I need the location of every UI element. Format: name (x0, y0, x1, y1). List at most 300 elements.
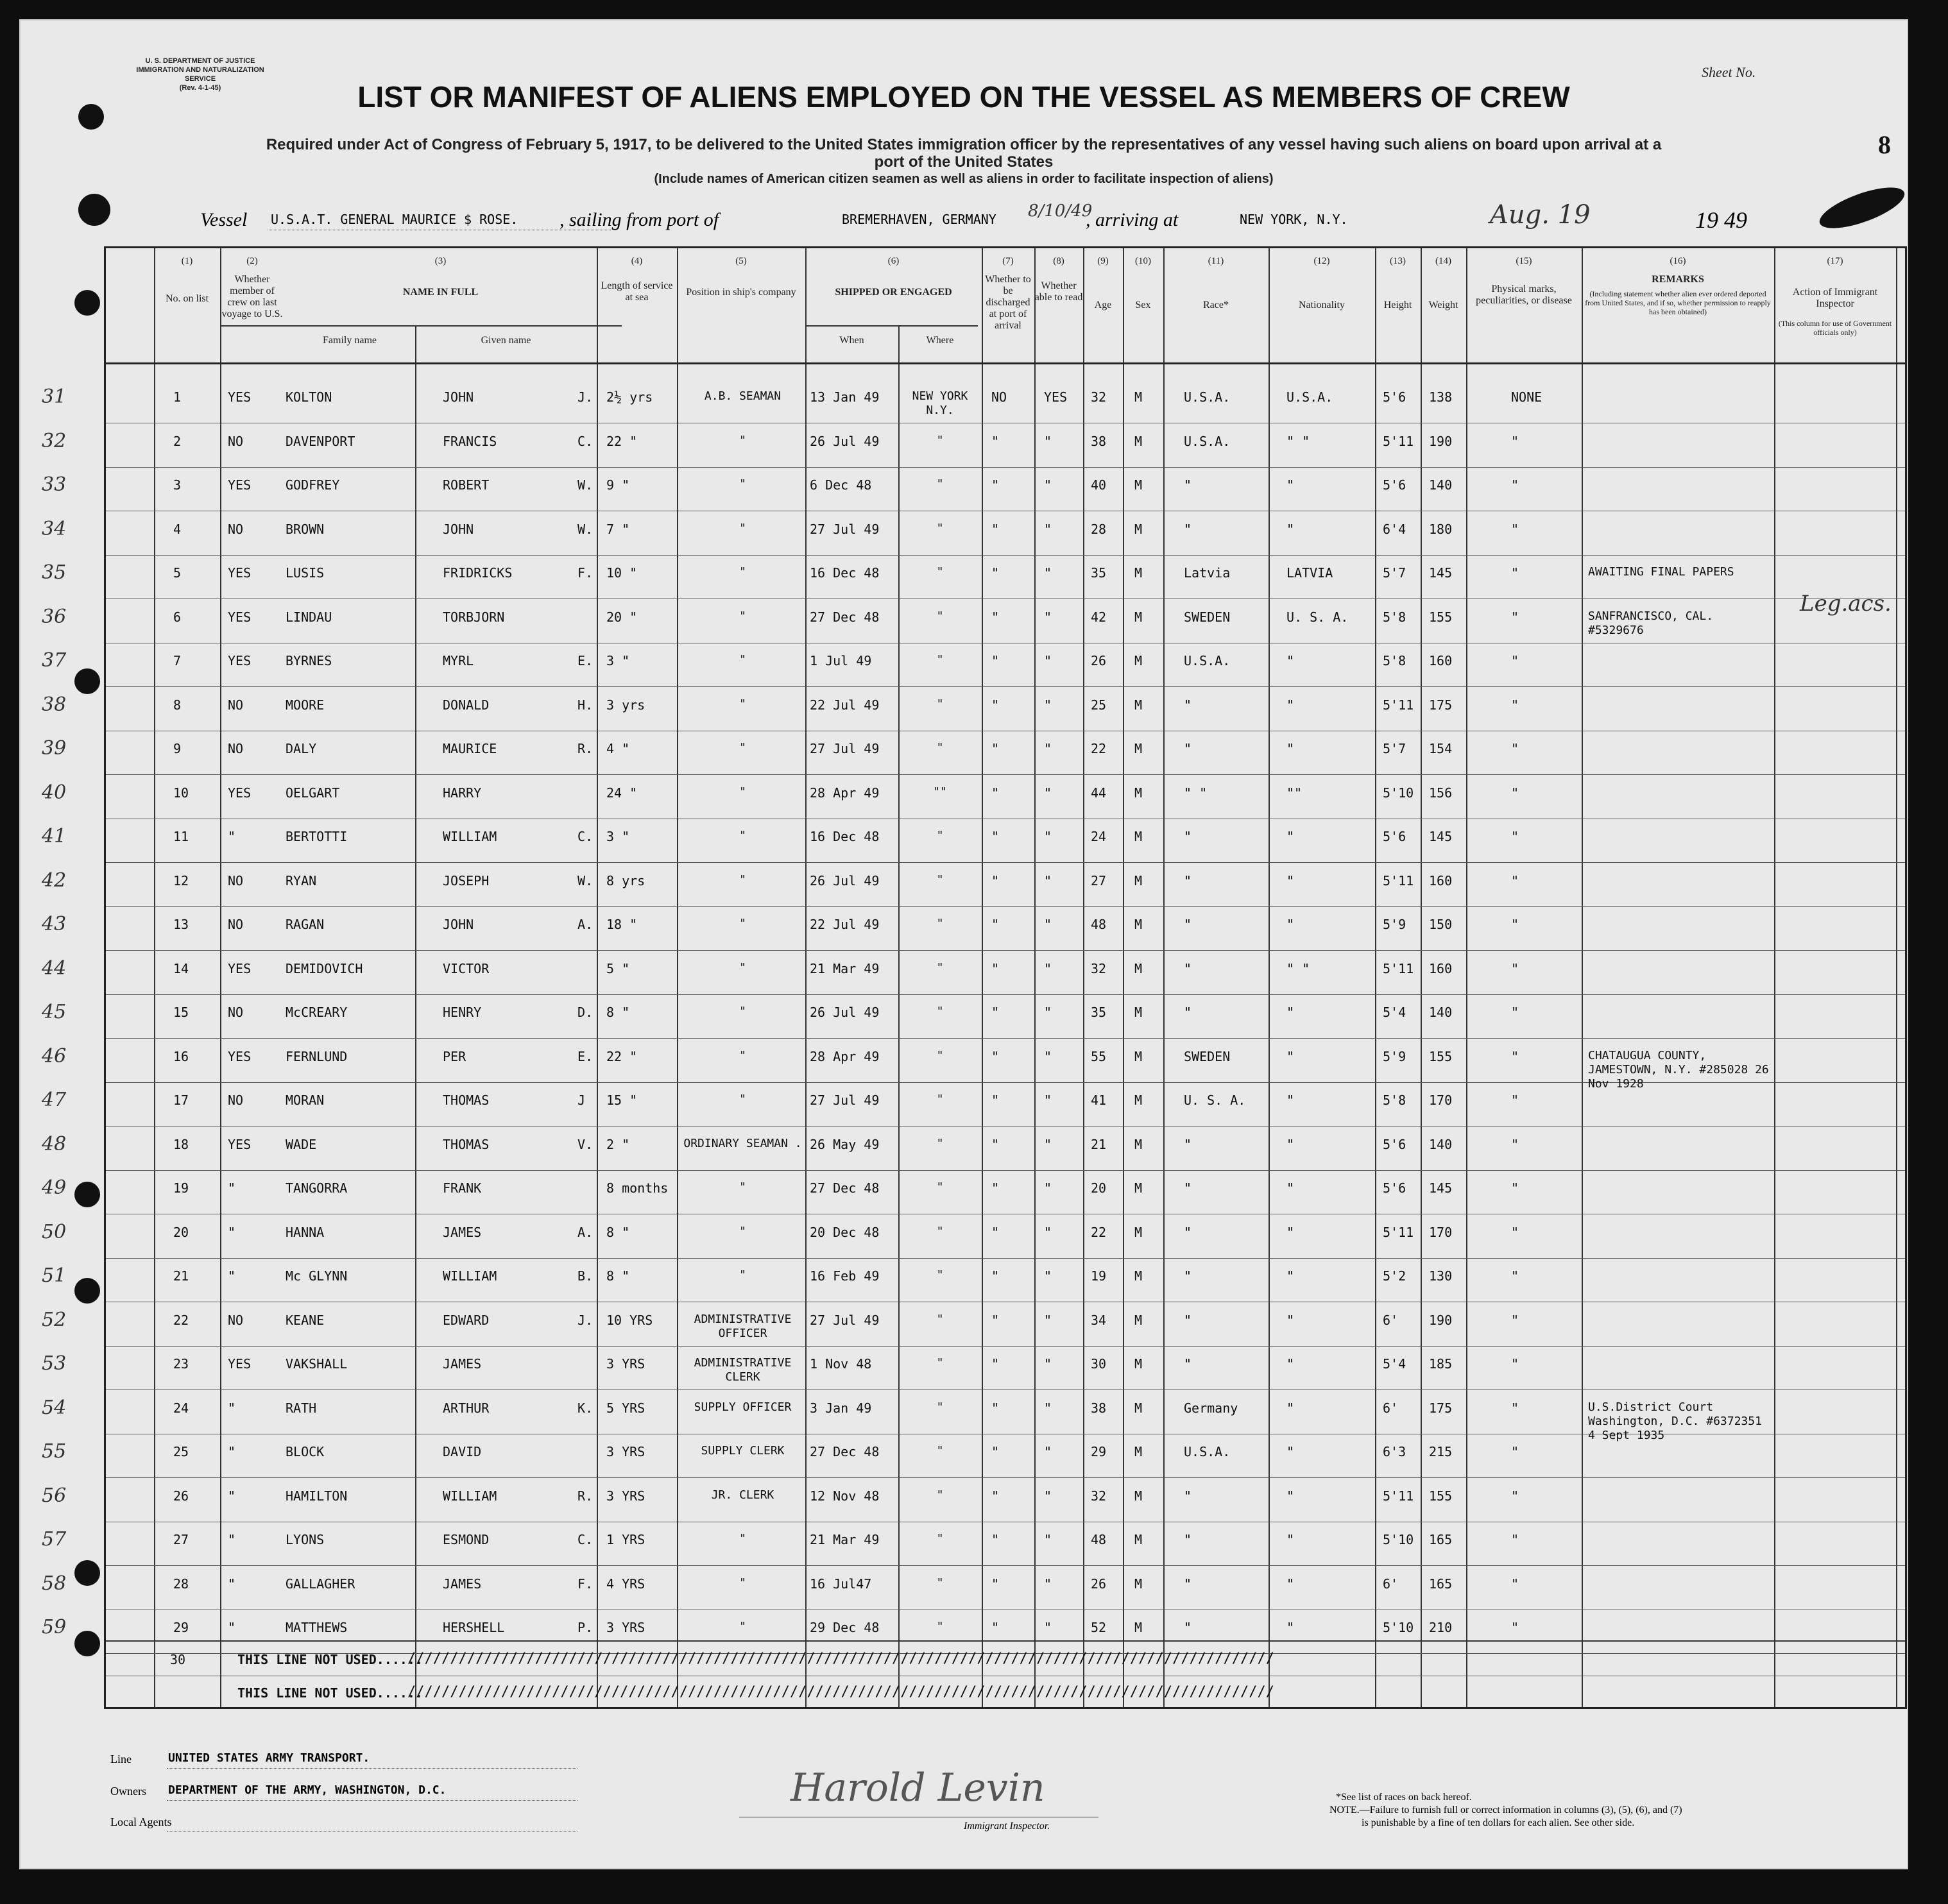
crew-row-number: 12 (173, 872, 189, 888)
row-rule (106, 555, 1905, 556)
crew-shipped-where: " (936, 1532, 944, 1545)
crew-given-name: JOHN (443, 521, 474, 537)
crew-family-name: LYONS (286, 1532, 325, 1547)
crew-sex: M (1134, 521, 1143, 537)
crew-initial: J (577, 1092, 586, 1108)
crew-last-voyage: YES (228, 1136, 252, 1152)
row-rule (106, 1346, 1905, 1347)
crew-shipped-when: 1 Nov 48 (810, 1356, 872, 1372)
crew-family-name: RATH (286, 1400, 317, 1416)
crew-height: 5'6 (1383, 1180, 1406, 1196)
crew-service-length: 24 " (606, 785, 638, 801)
crew-shipped-when: 26 May 49 (810, 1136, 880, 1152)
crew-nationality: " (1286, 1268, 1295, 1284)
crew-last-voyage: NO (228, 872, 244, 888)
crew-race: " (1184, 521, 1192, 537)
crew-family-name: OELGART (286, 785, 340, 801)
crew-shipped-when: 27 Jul 49 (810, 1092, 880, 1108)
margin-line-number: 44 (42, 956, 67, 980)
crew-shipped-where: " (936, 1136, 944, 1150)
crew-nationality: LATVIA (1286, 565, 1333, 581)
crew-given-name: HENRY (443, 1005, 482, 1020)
margin-line-number: 33 (42, 473, 67, 496)
crew-row-number: 22 (173, 1312, 189, 1328)
crew-race: " (1184, 829, 1192, 844)
crew-position: " (739, 477, 746, 491)
margin-line-number: 55 (42, 1440, 67, 1463)
crew-row-number: 10 (173, 785, 189, 801)
col7-header: Whether to be discharged at port of arrival (985, 274, 1031, 331)
col12-number: (12) (1313, 256, 1330, 266)
crew-discharged: NO (991, 389, 1007, 405)
crew-age: 35 (1091, 1005, 1107, 1020)
crew-shipped-where: " (936, 433, 944, 447)
crew-row-number: 20 (173, 1224, 189, 1240)
margin-line-number: 48 (42, 1132, 67, 1155)
crew-race: Latvia (1184, 565, 1231, 581)
crew-able-to-read: " (1044, 1268, 1052, 1284)
crew-discharged: " (991, 1092, 1000, 1108)
margin-line-number: 34 (42, 517, 67, 540)
crew-sex: M (1134, 609, 1143, 625)
row-rule (106, 774, 1905, 775)
crew-discharged: " (991, 1532, 1000, 1547)
crew-age: 20 (1091, 1180, 1107, 1196)
crew-weight: 154 (1429, 741, 1453, 756)
col14-header: Weight (1428, 300, 1458, 310)
crew-weight: 140 (1429, 1136, 1453, 1152)
crew-shipped-where: " (936, 1312, 944, 1326)
crew-initial: J. (577, 389, 594, 405)
crew-discharged: " (991, 609, 1000, 625)
crew-shipped-where: " (936, 1268, 944, 1282)
crew-discharged: " (991, 477, 1000, 493)
crew-able-to-read: " (1044, 1400, 1052, 1416)
crew-able-to-read: " (1044, 741, 1052, 756)
crew-height: 5'11 (1383, 697, 1414, 713)
crew-family-name: LINDAU (286, 609, 332, 625)
crew-family-name: McCREARY (286, 1005, 348, 1020)
crew-discharged: " (991, 1180, 1000, 1196)
crew-position: SUPPLY OFFICER (694, 1400, 792, 1414)
crew-weight: 138 (1429, 389, 1453, 405)
col15-number: (15) (1516, 256, 1532, 266)
crew-service-length: 20 " (606, 609, 638, 625)
arriving-label: , arriving at (1086, 209, 1179, 230)
crew-weight: 130 (1429, 1268, 1453, 1284)
margin-line-number: 53 (42, 1352, 67, 1375)
crew-weight: 160 (1429, 653, 1453, 668)
crew-initial: C. (577, 829, 594, 844)
col15-header: Physical marks, peculiarities, or disease (1476, 284, 1572, 306)
crew-row-number: 6 (173, 609, 182, 625)
punch-hole (74, 290, 100, 316)
crew-sex: M (1134, 1576, 1143, 1592)
margin-line-number: 40 (42, 781, 67, 804)
crew-sex: M (1134, 1620, 1143, 1635)
crew-position: " (739, 433, 746, 447)
crew-physical-marks: NONE (1511, 389, 1542, 405)
crew-sex: M (1134, 872, 1143, 888)
crew-race: " (1184, 917, 1192, 932)
crew-last-voyage: YES (228, 389, 252, 405)
crew-manifest-table (42, 246, 1907, 1709)
crew-height: 5'11 (1383, 433, 1414, 449)
crew-able-to-read: " (1044, 1092, 1052, 1108)
crew-able-to-read: " (1044, 1532, 1052, 1547)
crew-remarks: U.S.District Court Washington, D.C. #6372351 4 Sept 1935 (1588, 1400, 1762, 1442)
crew-sex: M (1134, 1356, 1143, 1372)
crew-discharged: " (991, 741, 1000, 756)
crew-age: 32 (1091, 1488, 1107, 1504)
crew-shipped-when: 27 Jul 49 (810, 741, 880, 756)
arrival-year: 19 49 (1695, 207, 1747, 233)
inspector-label: Immigrant Inspector. (964, 1821, 1050, 1832)
crew-nationality: " (1286, 917, 1295, 932)
crew-nationality: " (1286, 741, 1295, 756)
row-rule (106, 686, 1905, 687)
crew-given-name: DONALD (443, 697, 490, 713)
crew-height: 6' (1383, 1576, 1399, 1592)
crew-shipped-where: " (936, 1620, 944, 1633)
crew-height: 5'6 (1383, 1136, 1406, 1152)
crew-shipped-where: NEW YORK N.Y. (912, 389, 968, 417)
crew-age: 30 (1091, 1356, 1107, 1372)
crew-discharged: " (991, 697, 1000, 713)
crew-row-number: 3 (173, 477, 182, 493)
footer-line-label: Line (110, 1753, 132, 1765)
crew-height: 5'8 (1383, 653, 1406, 668)
crew-height: 5'2 (1383, 1268, 1406, 1284)
crew-weight: 165 (1429, 1532, 1453, 1547)
crew-race: U.S.A. (1184, 1444, 1231, 1459)
crew-initial: W. (577, 872, 594, 888)
crew-race: " (1184, 697, 1192, 713)
crew-last-voyage: " (228, 1488, 236, 1504)
crew-initial: A. (577, 1224, 594, 1240)
crew-race: U.S.A. (1184, 389, 1231, 405)
crew-shipped-where: " (936, 1444, 944, 1458)
crew-shipped-where: " (936, 1180, 944, 1194)
page-number: 8 (1878, 130, 1891, 159)
crew-service-length: 4 " (606, 741, 630, 756)
footer-notes (1329, 1791, 1682, 1830)
crew-physical-marks: " (1511, 872, 1519, 888)
crew-weight: 165 (1429, 1576, 1453, 1592)
crew-sex: M (1134, 1312, 1143, 1328)
col6-number: (6) (887, 256, 900, 266)
margin-line-number: 58 (42, 1572, 67, 1595)
crew-able-to-read: " (1044, 1005, 1052, 1020)
col1-header: No. on list (165, 293, 209, 304)
sailing-label: , sailing from port of (560, 209, 719, 230)
crew-given-name: MAURICE (443, 741, 497, 756)
crew-discharged: " (991, 1576, 1000, 1592)
crew-nationality: " (1286, 477, 1295, 493)
crew-row-number: 9 (173, 741, 182, 756)
crew-given-name: ESMOND (443, 1532, 490, 1547)
crew-weight: 215 (1429, 1444, 1453, 1459)
crew-weight: 190 (1429, 433, 1453, 449)
crew-shipped-where: " (936, 477, 944, 491)
crew-last-voyage: NO (228, 433, 244, 449)
crew-race: U.S.A. (1184, 653, 1231, 668)
crew-position: " (739, 960, 746, 974)
arrival-date-handwritten: Aug. 19 (1490, 200, 1591, 230)
crew-age: 41 (1091, 1092, 1107, 1108)
crew-initial: A. (577, 917, 594, 932)
crew-weight: 140 (1429, 1005, 1453, 1020)
crew-discharged: " (991, 785, 1000, 801)
crew-age: 27 (1091, 872, 1107, 888)
margin-line-number: 50 (42, 1220, 67, 1243)
crew-race: " (1184, 960, 1192, 976)
crew-height: 5'11 (1383, 1224, 1414, 1240)
crew-height: 6' (1383, 1312, 1399, 1328)
col6-where-header: Where (926, 335, 954, 346)
crew-able-to-read: " (1044, 960, 1052, 976)
crew-position: ORDINARY SEAMAN . (683, 1136, 802, 1150)
unused-row-number: 30 (170, 1652, 186, 1667)
crew-last-voyage: YES (228, 785, 252, 801)
crew-physical-marks: " (1511, 477, 1519, 493)
crew-position: " (739, 1576, 746, 1590)
crew-shipped-when: 16 Feb 49 (810, 1268, 880, 1284)
crew-service-length: 10 YRS (606, 1312, 653, 1328)
crew-age: 32 (1091, 389, 1107, 405)
crew-physical-marks: " (1511, 960, 1519, 976)
crew-last-voyage: NO (228, 521, 244, 537)
crew-able-to-read: " (1044, 1444, 1052, 1459)
crew-initial: F. (577, 1576, 594, 1592)
crew-sex: M (1134, 917, 1143, 932)
crew-height: 5'8 (1383, 609, 1406, 625)
crew-shipped-where: " (936, 697, 944, 711)
crew-service-length: 18 " (606, 917, 638, 932)
crew-remarks: SANFRANCISCO, CAL. #5329676 (1588, 609, 1714, 637)
crew-row-number: 7 (173, 653, 182, 668)
crew-shipped-when: 6 Dec 48 (810, 477, 872, 493)
crew-rows (42, 248, 1905, 1707)
footer-owners-value: DEPARTMENT OF THE ARMY, WASHINGTON, D.C. (168, 1783, 447, 1797)
crew-discharged: " (991, 829, 1000, 844)
crew-weight: 185 (1429, 1356, 1453, 1372)
crew-discharged: " (991, 960, 1000, 976)
row-rule (106, 1258, 1905, 1259)
crew-discharged: " (991, 1488, 1000, 1504)
col7-number: (7) (1002, 256, 1014, 266)
crew-age: 48 (1091, 1532, 1107, 1547)
crew-shipped-when: 27 Dec 48 (810, 1444, 880, 1459)
crew-nationality: " (1286, 1620, 1295, 1635)
crew-row-number: 15 (173, 1005, 189, 1020)
crew-shipped-when: 27 Dec 48 (810, 1180, 880, 1196)
crew-position: " (739, 829, 746, 842)
row-rule (106, 1170, 1905, 1171)
crew-physical-marks: " (1511, 1488, 1519, 1504)
col3-header: NAME IN FULL (402, 287, 479, 298)
crew-able-to-read: " (1044, 917, 1052, 932)
crew-family-name: BERTOTTI (286, 829, 348, 844)
footer-note-races: *See list of races on back hereof. (1336, 1792, 1472, 1803)
crew-sex: M (1134, 1224, 1143, 1240)
crew-race: SWEDEN (1184, 609, 1231, 625)
crew-row-number: 14 (173, 960, 189, 976)
crew-age: 34 (1091, 1312, 1107, 1328)
crew-physical-marks: " (1511, 1356, 1519, 1372)
punch-hole (74, 1560, 100, 1586)
crew-height: 5'10 (1383, 1532, 1414, 1547)
crew-nationality: " (1286, 1092, 1295, 1108)
crew-sex: M (1134, 389, 1143, 405)
crew-last-voyage: NO (228, 1312, 244, 1328)
crew-age: 38 (1091, 433, 1107, 449)
crew-given-name: JAMES (443, 1356, 482, 1372)
crew-nationality: " (1286, 521, 1295, 537)
col17-note: (This column for use of Government officials only) (1778, 319, 1892, 337)
crew-race: " (1184, 1268, 1192, 1284)
crew-age: 42 (1091, 609, 1107, 625)
crew-row-number: 8 (173, 697, 182, 713)
crew-family-name: VAKSHALL (286, 1356, 348, 1372)
crew-able-to-read: " (1044, 872, 1052, 888)
crew-initial: R. (577, 1488, 594, 1504)
crew-able-to-read: " (1044, 1576, 1052, 1592)
crew-service-length: 2 " (606, 1136, 630, 1152)
margin-line-number: 47 (42, 1089, 67, 1111)
col13-number: (13) (1390, 256, 1406, 266)
crew-service-length: 4 YRS (606, 1576, 645, 1592)
crew-shipped-when: 20 Dec 48 (810, 1224, 880, 1240)
crew-physical-marks: " (1511, 1312, 1519, 1328)
crew-nationality: " (1286, 1444, 1295, 1459)
crew-family-name: WADE (286, 1136, 317, 1152)
crew-race: " (1184, 1005, 1192, 1020)
crew-weight: 160 (1429, 960, 1453, 976)
crew-weight: 156 (1429, 785, 1453, 801)
crew-row-number: 5 (173, 565, 182, 581)
crew-sex: M (1134, 697, 1143, 713)
crew-family-name: KEANE (286, 1312, 325, 1328)
crew-discharged: " (991, 1048, 1000, 1064)
crew-last-voyage: " (228, 1444, 236, 1459)
crew-physical-marks: " (1511, 609, 1519, 625)
crew-last-voyage: YES (228, 609, 252, 625)
row-rule (106, 1565, 1905, 1566)
crew-race: " (1184, 477, 1192, 493)
crew-shipped-when: 12 Nov 48 (810, 1488, 880, 1504)
crew-discharged: " (991, 1312, 1000, 1328)
margin-line-number: 46 (42, 1044, 67, 1067)
crew-given-name: HARRY (443, 785, 482, 801)
crew-height: 5'9 (1383, 1048, 1406, 1064)
crew-row-number: 23 (173, 1356, 189, 1372)
crew-weight: 175 (1429, 697, 1453, 713)
crew-last-voyage: NO (228, 917, 244, 932)
manifest-title: LIST OR MANIFEST OF ALIENS EMPLOYED ON THE VESSEL AS MEMBERS OF CREW (357, 80, 1570, 114)
crew-row-number: 13 (173, 917, 189, 932)
crew-service-length: 3 YRS (606, 1620, 645, 1635)
crew-row-number: 29 (173, 1620, 189, 1635)
crew-discharged: " (991, 1224, 1000, 1240)
margin-line-number: 41 (42, 825, 67, 847)
crew-row-number: 16 (173, 1048, 189, 1064)
crew-shipped-when: 29 Dec 48 (810, 1620, 880, 1635)
crew-row-number: 24 (173, 1400, 189, 1416)
margin-line-number: 56 (42, 1484, 67, 1507)
crew-weight: 170 (1429, 1224, 1453, 1240)
footer-note-failure: NOTE.—Failure to furnish full or correct information in columns (3), (5), (6), and (7) (1329, 1805, 1682, 1815)
crew-height: 5'6 (1383, 389, 1406, 405)
row-rule (106, 862, 1905, 863)
crew-given-name: FRIDRICKS (443, 565, 513, 581)
crew-position: ADMINISTRATIVE CLERK (694, 1356, 792, 1384)
crew-height: 5'4 (1383, 1356, 1406, 1372)
crew-given-name: FRANCIS (443, 433, 497, 449)
crew-sex: M (1134, 1136, 1143, 1152)
crew-sex: M (1134, 785, 1143, 801)
crew-family-name: GALLAGHER (286, 1576, 355, 1592)
crew-shipped-where: " (936, 653, 944, 667)
crew-weight: 190 (1429, 1312, 1453, 1328)
crew-service-length: 3 YRS (606, 1444, 645, 1459)
crew-sex: M (1134, 829, 1143, 844)
crew-initial: W. (577, 521, 594, 537)
crew-shipped-where: " (936, 1005, 944, 1018)
margin-line-number: 52 (42, 1308, 67, 1331)
crew-shipped-when: 21 Mar 49 (810, 1532, 880, 1547)
crew-age: 26 (1091, 1576, 1107, 1592)
crew-shipped-when: 26 Jul 49 (810, 872, 880, 888)
crew-service-length: 10 " (606, 565, 638, 581)
crew-able-to-read: " (1044, 697, 1052, 713)
crew-age: 52 (1091, 1620, 1107, 1635)
crew-initial: E. (577, 1048, 594, 1064)
crew-nationality: " (1286, 1005, 1295, 1020)
crew-height: 5'10 (1383, 785, 1414, 801)
subtitle-line3: (Include names of American citizen seamen as well as aliens in order to facilitate inspection of aliens) (654, 172, 1274, 186)
crew-position: " (739, 1224, 746, 1238)
crew-last-voyage: " (228, 1576, 236, 1592)
crew-able-to-read: " (1044, 609, 1052, 625)
punch-hole (74, 1278, 100, 1304)
crew-nationality: " (1286, 1136, 1295, 1152)
crew-nationality: " (1286, 1356, 1295, 1372)
crew-initial: F. (577, 565, 594, 581)
crew-position: " (739, 1268, 746, 1282)
crew-weight: 155 (1429, 609, 1453, 625)
crew-weight: 210 (1429, 1620, 1453, 1635)
crew-last-voyage: NO (228, 741, 244, 756)
crew-shipped-when: 26 Jul 49 (810, 433, 880, 449)
crew-service-length: 9 " (606, 477, 630, 493)
crew-last-voyage: " (228, 1224, 236, 1240)
col4-header: Length of service at sea (601, 280, 673, 303)
crew-last-voyage: " (228, 1180, 236, 1196)
margin-line-number: 49 (42, 1177, 67, 1199)
crew-height: 6'3 (1383, 1444, 1406, 1459)
crew-initial: H. (577, 697, 594, 713)
crew-initial: E. (577, 653, 594, 668)
crew-position: " (739, 917, 746, 930)
crew-row-number: 2 (173, 433, 182, 449)
crew-physical-marks: " (1511, 653, 1519, 668)
crew-last-voyage: " (228, 1532, 236, 1547)
col2-header: Whether member of crew on last voyage to U.S. (221, 274, 283, 319)
crew-last-voyage: YES (228, 565, 252, 581)
crew-family-name: FERNLUND (286, 1048, 348, 1064)
crew-service-length: 3 YRS (606, 1356, 645, 1372)
